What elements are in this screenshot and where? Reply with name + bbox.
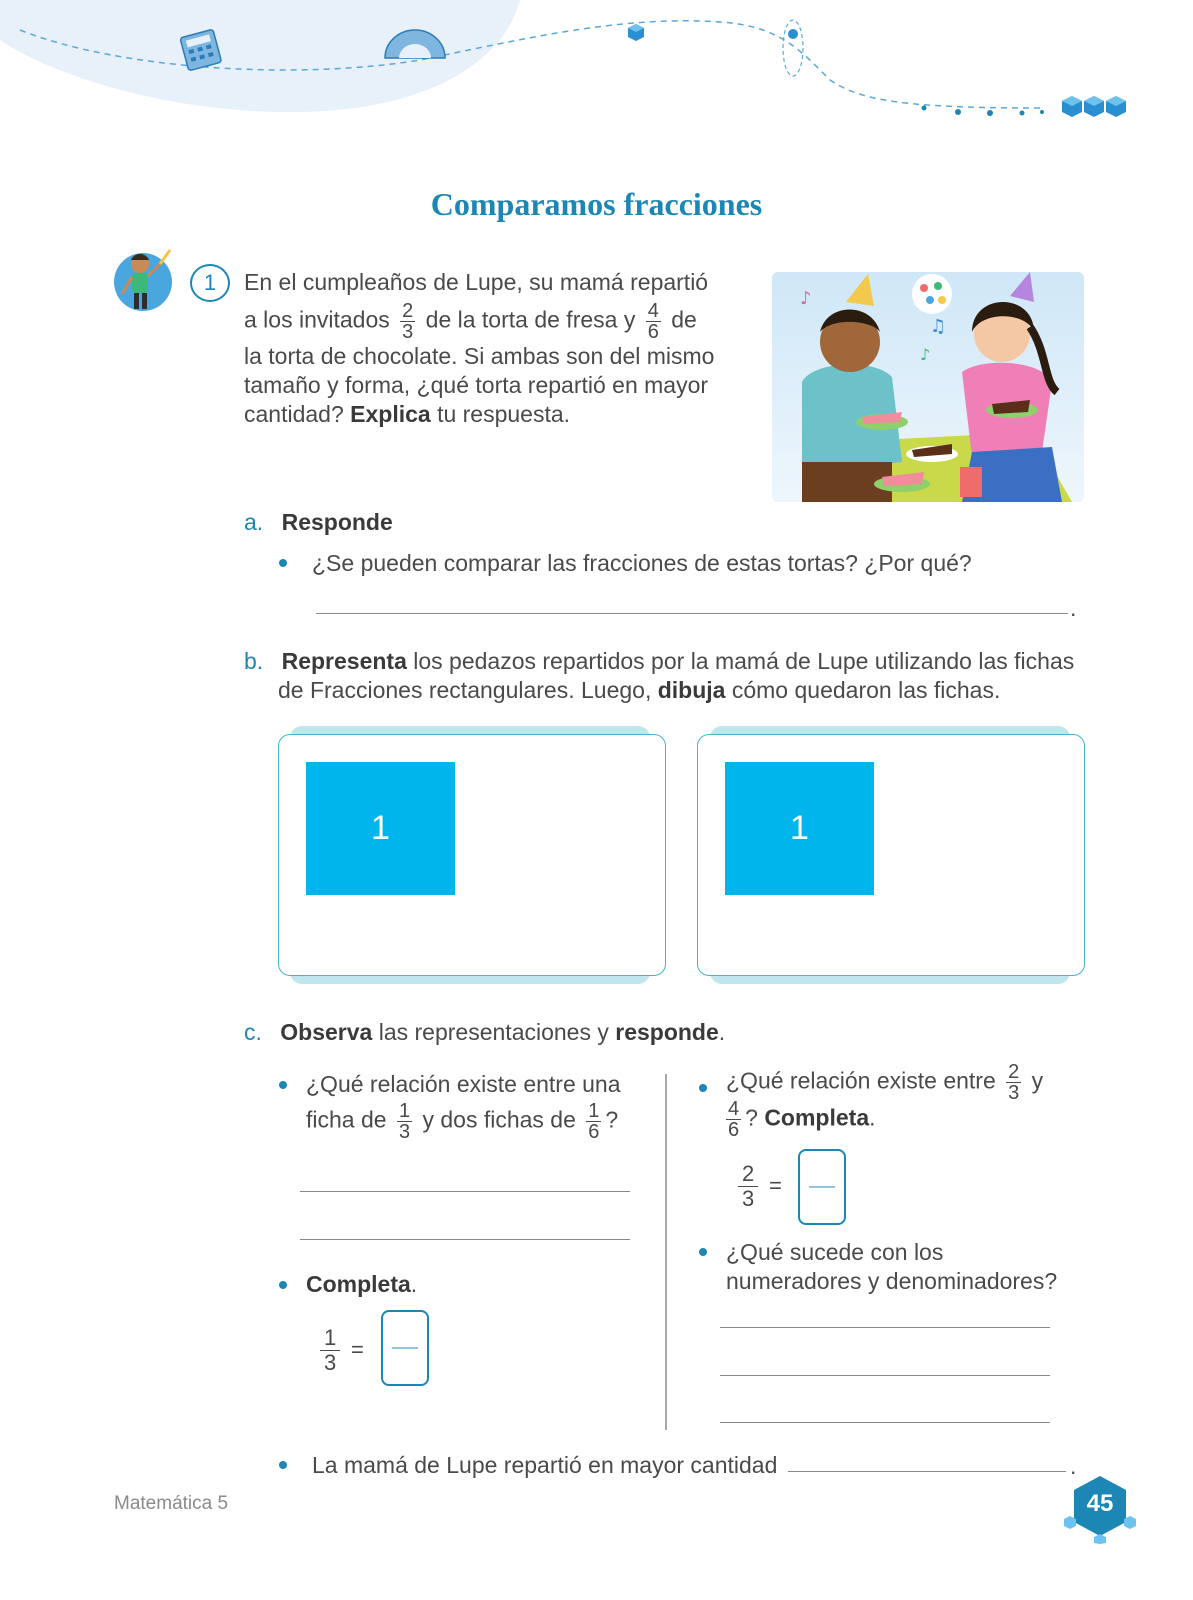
- instruction-text: de Fracciones rectangulares. Luego,: [278, 677, 652, 703]
- equals-sign: =: [769, 1173, 782, 1198]
- question-text: ?: [745, 1104, 758, 1131]
- answer-line[interactable]: [788, 1471, 1066, 1472]
- svg-text:♫: ♫: [930, 316, 947, 337]
- problem-text: cantidad?: [244, 401, 344, 427]
- answer-line[interactable]: [720, 1422, 1050, 1423]
- answer-line[interactable]: [316, 613, 1068, 614]
- problem-text: tu respuesta.: [437, 401, 571, 427]
- question-relation-one-third: [306, 1070, 646, 1142]
- answer-line[interactable]: [300, 1239, 630, 1240]
- equation-fraction-one-third: $\frac{1}{3}$: [320, 1326, 340, 1375]
- part-letter: a.: [244, 509, 264, 535]
- fraction-one-third: $\frac{1}{3}$: [398, 1100, 411, 1143]
- question-relation-two-thirds: [726, 1062, 1086, 1140]
- bullet: [699, 1084, 707, 1092]
- question-numerators-denominators: [726, 1238, 1086, 1296]
- problem-number: 1: [203, 270, 217, 295]
- instruction-text: las representaciones y: [378, 1019, 609, 1045]
- part-b-instructions: [244, 647, 1104, 705]
- problem-text: de la torta de fresa y: [425, 306, 636, 333]
- header-decoration: [0, 0, 1193, 170]
- svg-text:♪: ♪: [920, 345, 931, 364]
- question-text: ?: [605, 1106, 619, 1133]
- fraction-tile-whole-left[interactable]: 1: [306, 762, 455, 895]
- part-letter: b.: [244, 648, 264, 674]
- equation-fraction-two-thirds: $\frac{2}{3}$: [738, 1162, 758, 1211]
- problem-line: [244, 400, 744, 429]
- question-text: .: [869, 1104, 876, 1131]
- bullet: [279, 1281, 287, 1289]
- bullet: [699, 1248, 707, 1256]
- instruction-keyword: Observa: [280, 1019, 373, 1045]
- instruction-keyword: Completa: [764, 1104, 870, 1131]
- cubes-icon: [1062, 96, 1126, 117]
- part-heading: Responde: [281, 509, 393, 535]
- svg-text:♪: ♪: [800, 288, 812, 309]
- cube-icon: [628, 24, 644, 41]
- problem-line: En el cumpleaños de Lupe, su mamá repartió: [244, 269, 709, 295]
- column-divider: [665, 1074, 667, 1430]
- instruction-text: cómo quedaron las fichas.: [731, 677, 1001, 703]
- fraction-two-thirds: $\frac{2}{3}$: [1008, 1061, 1020, 1104]
- equivalent-fraction-input[interactable]: [381, 1310, 429, 1386]
- question-text: y dos fichas de: [422, 1106, 576, 1133]
- problem-line: tamaño y forma, ¿qué torta repartió en mayor: [244, 372, 709, 398]
- part-c-heading: [244, 1018, 725, 1047]
- instruction-keyword: Completa: [306, 1271, 411, 1297]
- fraction-two-thirds: $\frac{2}{3}$: [402, 300, 414, 343]
- problem-keyword: Explica: [350, 401, 431, 427]
- question-text: ¿Qué sucede con los: [726, 1239, 944, 1265]
- line-end-dot: .: [1070, 1453, 1077, 1479]
- part-letter: c.: [244, 1019, 262, 1045]
- fraction-one-sixth: $\frac{1}{6}$: [588, 1100, 600, 1143]
- problem-text: a los invitados: [244, 306, 390, 333]
- part-a-question: ¿Se pueden comparar las fracciones de estas tortas? ¿Por qué?: [312, 550, 972, 576]
- fraction-four-sixths: $\frac{4}{6}$: [647, 300, 659, 343]
- line-end-dot: .: [1070, 595, 1077, 621]
- final-statement: La mamá de Lupe repartió en mayor cantidad: [312, 1452, 778, 1478]
- question-text: ficha de: [306, 1106, 387, 1133]
- problem-text: de: [671, 306, 697, 333]
- problem-line: [244, 301, 744, 342]
- complete-label: [306, 1270, 417, 1299]
- fraction-four-sixths: $\frac{4}{6}$: [728, 1098, 740, 1141]
- bullet: [279, 1461, 287, 1469]
- equals-sign: =: [351, 1337, 364, 1362]
- instruction-text: los pedazos repartidos por la mamá de Lupe utilizando las fichas: [413, 648, 1075, 674]
- equivalent-fraction-input[interactable]: [798, 1149, 846, 1225]
- part-a-heading: [244, 508, 393, 537]
- problem-number-badge: [190, 264, 230, 302]
- bullet: [279, 559, 287, 567]
- answer-line[interactable]: [720, 1327, 1050, 1328]
- instruction-keyword: dibuja: [657, 677, 726, 703]
- instruction-keyword: Representa: [281, 648, 407, 674]
- pin-icon: [783, 20, 803, 76]
- question-text: ¿Qué relación existe entre una: [306, 1071, 621, 1097]
- instruction-text: .: [410, 1271, 418, 1297]
- question-text: ¿Qué relación existe entre: [726, 1067, 996, 1094]
- problem-line: la torta de chocolate. Si ambas son del mismo: [244, 343, 715, 369]
- answer-line[interactable]: [300, 1191, 630, 1192]
- question-text: numeradores y denominadores?: [726, 1268, 1058, 1294]
- instruction-keyword: responde: [615, 1019, 719, 1045]
- instruction-text: .: [718, 1019, 726, 1045]
- page-number: 45: [1086, 1490, 1114, 1517]
- fraction-tile-whole-right[interactable]: 1: [725, 762, 874, 895]
- answer-line[interactable]: [720, 1375, 1050, 1376]
- page-title: Comparamos fracciones: [430, 186, 763, 222]
- student-avatar: [112, 244, 178, 320]
- problem-statement: [244, 268, 744, 429]
- bullet: [279, 1081, 287, 1089]
- birthday-illustration: [772, 272, 1084, 502]
- book-title: Matemática 5: [114, 1493, 229, 1514]
- question-text: y: [1031, 1067, 1044, 1094]
